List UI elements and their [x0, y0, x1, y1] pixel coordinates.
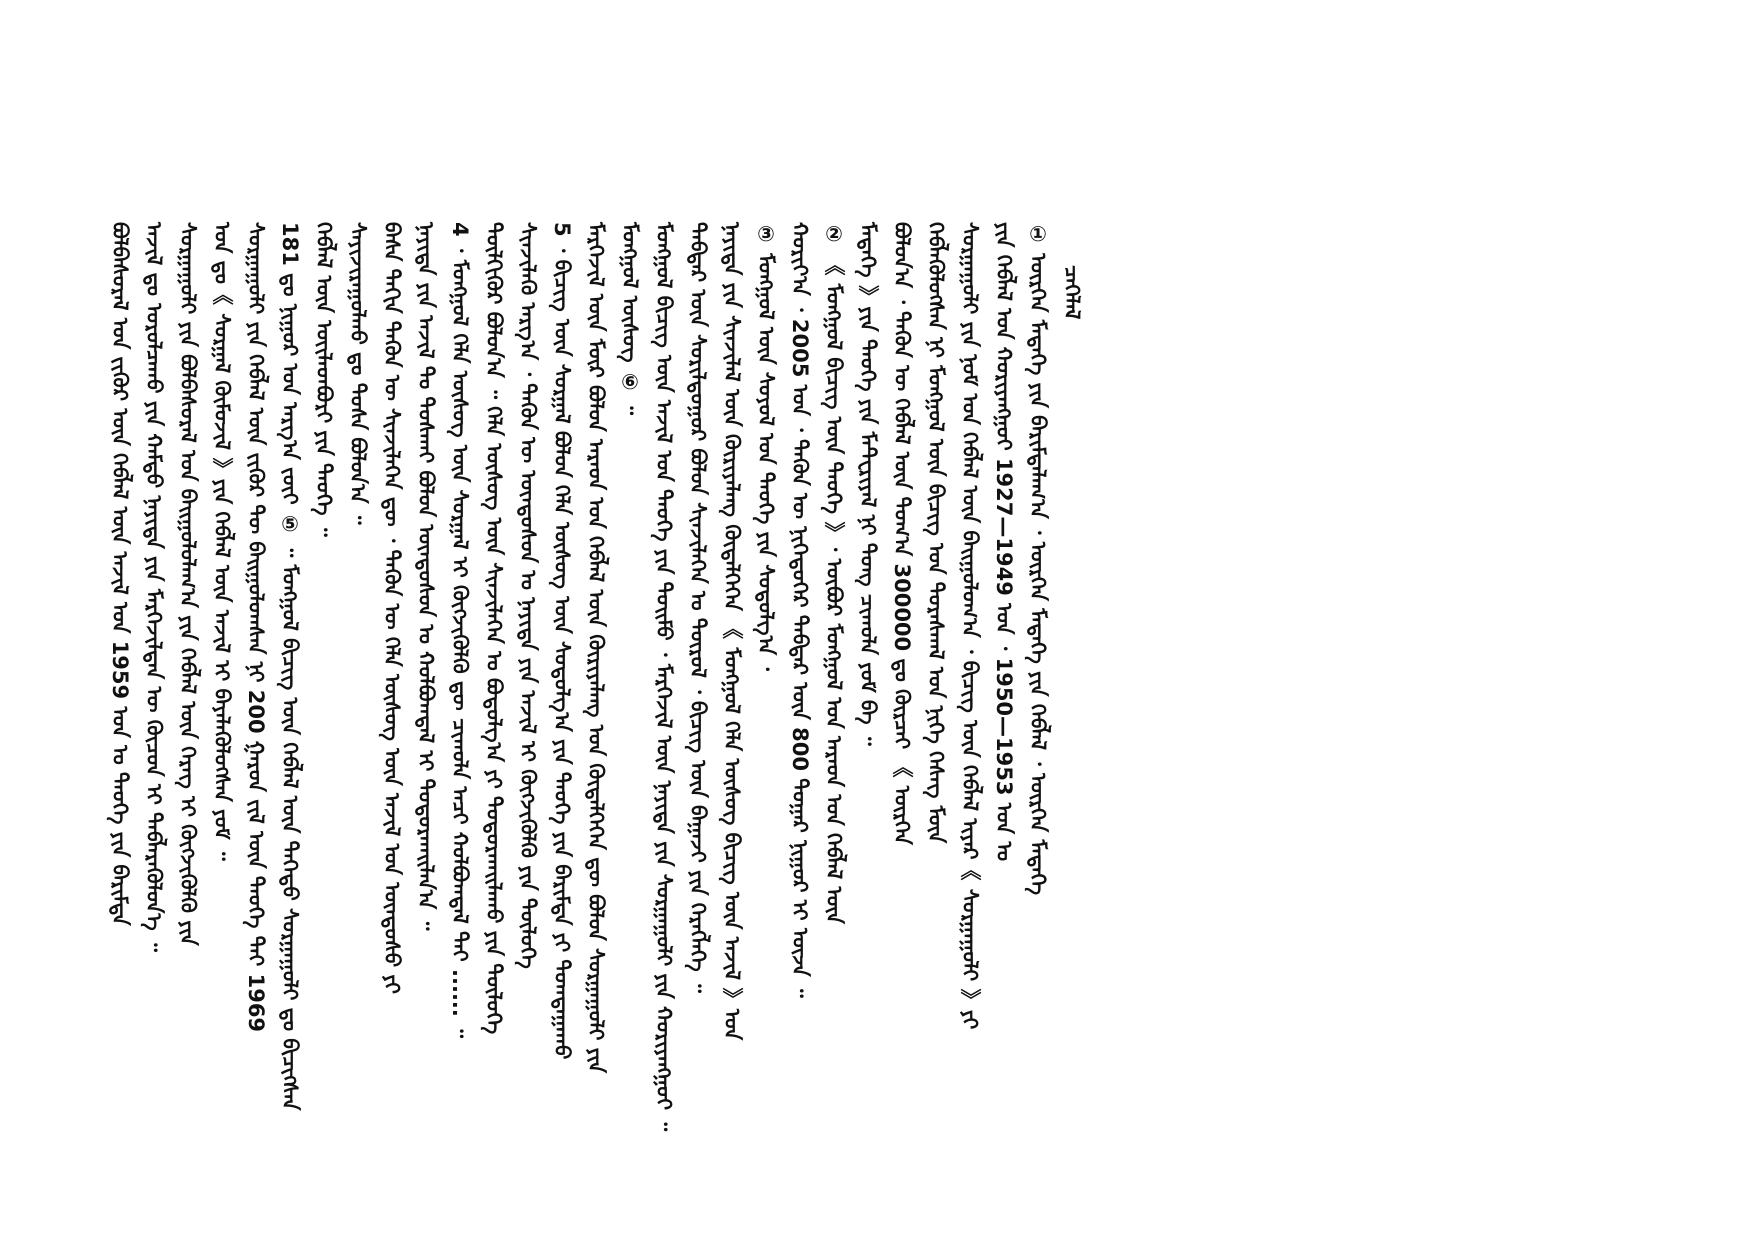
text-line: ᠬᠣᠷᠢᠶ᠎ᠠ ᠂ 2005 ᠣᠨ ᠂ ᠲᠡᠭᠦᠨ ᠦ ᠨᠢᠭᠡᠳᠦᠭᠡᠷ ᠳᠡᠪᠲᠡᠷ ᠦᠨ 800 ᠳᠤᠭᠠᠷ ᠨᠢᠭᠤᠷ ᠢ ᠦᠵᠡ ᠃ — [788, 222, 812, 998]
text-line: ᠰᠤᠷᠭᠠᠭᠤᠯᠢ ᠶᠢᠨ ᠨᠣᠮ ᠤᠨ ᠬᠡᠪᠯᠡᠯ ᠦᠨ ᠪᠠᠢᠭᠤᠯᠤᠭ᠎ᠠ ᠂ ᠪᠢᠴᠢᠭ᠌ ᠦᠨ ᠬᠡᠪᠯᠡᠯ ᠢᠶᠡᠷ《 ᠰᠤᠷᠭᠠᠭᠤᠯᠢ 》ᠶᠢ — [958, 222, 982, 1030]
text-line: ᠪᠤᠯᠤᠨ᠎ᠠ ᠂ ᠲᠡᠭᠦᠨ ᠦ ᠬᠡᠪᠯᠡᠯ ᠦᠨ ᠲᠤᠭ᠎ᠠ 300000 ᠳᠤ ᠬᠦᠷᠴᠡᠢ 《 ᠦᠷᠭᠡᠨ — [890, 222, 914, 845]
text-line: ᠳᠡᠪᠲᠡᠷ ᠦᠨ ᠰᠣᠷᠢᠯᠳᠤᠭᠤᠷ ᠪᠣᠯᠤᠨ ᠰᠢᠨᠵᠢᠯᠡᠭᠡᠨ ᠤ ᠲᠦᠷᠦᠯ ᠂ ᠪᠢᠴᠢᠭ᠌ ᠦᠨ ᠪᠠᠭᠠᠵᠢ ᠶᠢᠨ ᠬᠡᠷᠡᠭᠯᠡᠭᠡ ᠃ — [686, 222, 710, 993]
text-line: ᠰᠤᠷᠭᠠᠭᠤᠯᠢ ᠶᠢᠨ ᠪᠣᠯᠪᠠᠰᠤᠷᠠᠯ ᠤᠨ ᠪᠠᠢᠭᠤᠯᠤᠯᠠᠭ᠎ᠠ ᠶᠢᠨ ᠬᠡᠪᠯᠡᠯ ᠦᠨ ᠬᠡᠷᠡᠭ ᠢ ᠬᠥᠭᠵᠢᠭᠦᠯᠬᠦ ᠶᠢᠨ — [176, 222, 200, 946]
text-line: ᠣᠨ ᠳᠤ《 ᠰᠤᠷᠭᠠᠯ ᠬᠥᠮᠦᠵᠢᠯ 》ᠶᠢᠨ ᠬᠡᠪᠯᠡᠯ ᠦᠨ ᠠᠵᠢᠯ ᠢ ᠪᠡᠶᠡᠯᠡᠭᠦᠯᠦᠭᠰᠡᠨ ᠶᠤᠮ ᠃ — [210, 222, 234, 861]
text-line: ᠮᠣᠩᠭᠣᠯ ᠦᠰᠦᠭ ⑥ ᠃ — [618, 222, 642, 415]
text-line: ᠮᠡᠷᠭᠡᠵᠢᠯ ᠦᠨ ᠮᠥᠷ ᠪᠣᠯᠤᠨ ᠠᠷᠠᠳ ᠤᠨ ᠬᠡᠪᠯᠡᠯ ᠦᠨ ᠬᠦᠷᠢᠶᠡᠯᠡᠩ ᠤᠨ ᠬᠦᠳᠡᠯᠭᠡᠭᠡᠨ ᠳᠦ ᠪᠣᠯᠤᠨ ᠰᠤᠷᠭᠠᠭᠤᠯᠢ ᠶᠢᠨ — [584, 222, 608, 1074]
text-line: ᠪᠠᠰᠠ ᠳᠠᠬᠢᠨ ᠲᠡᠭᠦᠨ ᠦ ᠰᠢᠨᠵᠢᠯᠡᠭᠡᠨ ᠳᠦ ᠂ ᠲᠡᠭᠦᠨ ᠦ ᠬᠡᠯᠡ ᠦᠰᠦᠭ ᠦᠨ ᠠᠵᠢᠯ ᠤᠨ ᠦᠨᠳᠦᠰᠦ ᠶᠢ — [380, 222, 404, 994]
text-line: ᠨᠡᠶᠢᠲᠡ ᠶᠢᠨ ᠰᠢᠨᠵᠢᠯᠡᠯ ᠦᠨ ᠬᠦᠷᠢᠶᠡᠯᠡᠩ ᠬᠦᠳᠡᠯᠭᠡᠭᠡᠨ 《 ᠮᠣᠩᠭᠣᠯ ᠬᠡᠯᠡ ᠦᠰᠦᠭ ᠪᠢᠴᠢᠭ᠌ ᠦᠨ ᠠᠵᠢᠯ 》ᠤᠨ — [720, 222, 744, 1041]
text-line: 4 ᠂ ᠮᠣᠩᠭᠣᠯ ᠬᠡᠯᠡ ᠦᠰᠦᠭ ᠦᠨ ᠰᠤᠷᠭᠠᠯ ᠢ ᠬᠥᠭᠵᠢᠭᠦᠯᠬᠦ ᠳᠦ ᠴᠢᠬᠤᠯᠠ ᠠᠴᠢ ᠬᠣᠯᠪᠣᠭᠳᠠᠯ ᠲᠠᠢ ...... ᠃ — [448, 222, 472, 1038]
text-line: ᠰᠤᠷᠭᠠᠭᠤᠯᠢ ᠶᠢᠨ ᠬᠡᠪᠯᠡᠯ ᠦᠨ ᠵᠢᠭᠦᠷ ᠲᠦ ᠪᠠᠢᠭᠤᠯᠤᠭᠰᠠᠨ ᠨᠢ 200 ᠭᠠᠷᠤᠨ ᠵᠢᠯ ᠦᠨ ᠲᠡᠦᠬᠡ ᠲᠡᠢ 1969 — [244, 222, 268, 1033]
text-line: ᠬᠡᠪᠯᠡᠯ ᠦᠨ ᠦᠢᠯᠡᠳᠪᠦᠷᠢ ᠶᠢᠨ ᠲᠡᠦᠬᠡ ᠃ — [312, 222, 336, 537]
text-line: ᠪᠣᠯᠪᠠᠰᠤᠷᠠᠯ ᠤᠨ ᠵᠢᠭᠦᠷ ᠦᠨ ᠬᠡᠪᠯᠡᠯ ᠦᠨ ᠠᠵᠢᠯ ᠤᠨ 1959 ᠣᠨ ᠤ ᠲᠡᠦᠬᠡ ᠶᠢᠨ ᠪᠠᠷᠢᠮᠲᠠ — [108, 222, 132, 926]
text-line: ② 《 ᠮᠤᠩᠭᠤᠯ ᠪᠢᠴᠢᠭ᠌ ᠦᠨ ᠲᠡᠦᠬᠡ 》᠂ ᠦᠪᠦᠷ ᠮᠤᠩᠭᠤᠯ ᠤᠨ ᠠᠷᠠᠳ ᠤᠨ ᠬᠡᠪᠯᠡᠯ ᠦᠨ — [822, 222, 846, 925]
text-line: ᠮᠣᠩᠭᠣᠯ ᠪᠢᠴᠢᠭ᠌ ᠦᠨ ᠠᠵᠢᠯ ᠤᠨ ᠲᠡᠦᠬᠡ ᠶᠢᠨ ᠲᠣᠢᠮᠣ ᠂ ᠮᠡᠷᠭᠡᠵᠢᠯ ᠦᠨ ᠨᠡᠶᠢᠲᠡ ᠶᠢᠨ ᠰᠤᠷᠭᠠᠭᠤᠯᠢ ᠶᠢᠨ ᠬᠤᠷᠢᠶᠠᠩᠭᠤᠢ ᠃ — [652, 222, 676, 1132]
text-line: ① ᠦᠷᠭᠡᠨ ᠮᠡᠳᠡᠭᠡ ᠶᠢᠨ ᠪᠠᠷᠢᠮᠲᠠᠯᠠᠭ᠎ᠠ ᠂ ᠦᠷᠭᠡᠨ ᠮᠡᠳᠡᠭᠡ ᠶᠢᠨ ᠬᠡᠪᠯᠡᠯ ᠂ ᠦᠷᠭᠡᠨ ᠮᠡᠳᠡᠭᠡ — [1026, 222, 1050, 896]
text-line: 5 ᠂ ᠪᠢᠴᠢᠭ᠌ ᠦᠨ ᠰᠤᠷᠭᠠᠯ ᠪᠣᠯᠤᠨ ᠬᠡᠯᠡ ᠦᠰᠦᠭ ᠦᠨ ᠰᠣᠳᠤᠯᠭ᠎ᠠ ᠶᠢᠨ ᠲᠡᠦᠬᠡ ᠶᠢᠨ ᠪᠠᠷᠢᠮᠲᠠ ᠶᠢ ᠲᠣᠭᠲᠠᠭᠠᠬᠤ — [550, 222, 574, 1060]
text-line: ᠲᠦᠯᠬᠢᠭᠦᠷ ᠪᠣᠯᠤᠨ᠎ᠠ ᠃ ᠬᠡᠯᠡ ᠦᠰᠦᠭ ᠦᠨ ᠰᠢᠨᠵᠢᠯᠡᠭᠡᠨ ᠤ ᠪᠣᠳᠤᠯᠭ᠎ᠠ ᠶᠢ ᠲᠣᠳᠣᠷᠬᠠᠢᠯᠠᠬᠤ ᠶᠢᠨ ᠲᠥᠯᠦᠭᠡ — [482, 222, 506, 1035]
text-line: ᠴᠡᠭᠡᠯᠡᠯ — [1060, 265, 1084, 320]
text-line: ᠰᠢᠨᠵᠢᠯᠡᠬᠦ ᠠᠷᠭ᠎ᠠ ᠂ ᠲᠡᠭᠦᠨ ᠦ ᠦᠨᠳᠦᠰᠦᠨ ᠤ ᠨᠡᠶᠢᠲᠡ ᠶᠢᠨ ᠠᠵᠢᠯ ᠢ ᠬᠥᠭᠵᠢᠭᠦᠯᠬᠦ ᠶᠢᠨ ᠲᠥᠯᠦᠭᠡ — [516, 222, 540, 969]
text-line: ᠬᠡᠪᠯᠡᠭᠦᠯᠦᠭᠰᠡᠨ ᠨᠢ ᠮᠤᠩᠭᠤᠯ ᠦᠨ ᠪᠢᠴᠢᠭ᠌ ᠤᠨ ᠳᠤᠷᠠᠰᠬᠠᠯ ᠤᠨ ᠨᠢᠭᠡ ᠬᠡᠰᠡᠭ ᠮᠥᠨ — [924, 222, 948, 844]
text-line: ③ ᠮᠣᠩᠭᠣᠯ ᠦᠨ ᠰᠣᠶᠣᠯ ᠤᠨ ᠲᠡᠦᠬᠡ ᠶᠢᠨ ᠰᠣᠳᠤᠯᠭ᠎ᠠ ᠂ — [754, 222, 778, 671]
text-line: 181 ᠳᠤ ᠨᠢᠭᠤᠷ ᠤᠨ ᠠᠷᠭ᠎ᠠ ᠵᠦᠢ ⑤ ᠃ ᠮᠣᠩᠭᠣᠯ ᠪᠢᠴᠢᠭ᠌ ᠦᠨ ᠬᠡᠪᠯᠡᠯ ᠦᠨ ᠳᠡᠭᠡᠳᠦ ᠰᠤᠷᠭᠠᠭᠤᠯᠢ ᠳᠤ ᠪᠢᠴᠢᠭᠰᠡᠨ — [278, 222, 302, 1111]
text-line: ᠮᠡᠳᠡᠭᠡ 》ᠶᠢᠨ ᠲᠡᠦᠬᠡ ᠶᠢᠨ ᠮᠠᠲᠧᠷᠢᠶᠠᠯ ᠨᠢ ᠲᠤᠩ ᠴᠢᠬᠤᠯᠠ ᠶᠤᠮ ᠪᠠ ᠃ — [856, 222, 880, 746]
text-line: ᠨᠡᠶᠢᠲᠡ ᠶᠢᠨ ᠠᠵᠢᠯ ᠲᠤ ᠲᠤᠰᠬᠠᠢ ᠪᠣᠯᠤᠨ ᠦᠨᠳᠦᠰᠦᠨ ᠤ ᠬᠣᠯᠪᠣᠭᠳᠠᠯ ᠢ ᠲᠣᠳᠣᠷᠬᠠᠢᠯᠠᠨ᠎ᠠ ᠃ — [414, 222, 438, 931]
text-line: ᠰᠠᠶᠢᠵᠢᠷᠠᠭᠤᠯᠬᠤ ᠳᠤ ᠲᠤᠰᠠ ᠪᠣᠯᠤᠨ᠎ᠠ ᠃ — [346, 222, 370, 525]
text-line: ᠠᠵᠢᠯ ᠳᠤ ᠣᠷᠣᠯᠴᠠᠬᠤ ᠶᠢᠨ ᠬᠠᠮᠲᠤ ᠨᠡᠶᠢᠲᠡ ᠶᠢᠨ ᠮᠡᠷᠭᠡᠵᠢᠯᠲᠡᠨ ᠦ ᠬᠦᠴᠦᠨ ᠢ ᠲᠡᠪᠯᠡᠷᠡᠭᠦᠯᠦᠨ᠎ᠡ ᠃ — [142, 222, 166, 952]
text-line: ᠶᠢᠨ ᠬᠡᠪᠯᠡᠯ ᠤᠨ ᠬᠤᠷᠢᠶᠠᠩᠭᠤᠢ 1927—1949 ᠣᠨ ᠂ 1950—1953 ᠣᠨ ᠤ — [992, 222, 1016, 862]
